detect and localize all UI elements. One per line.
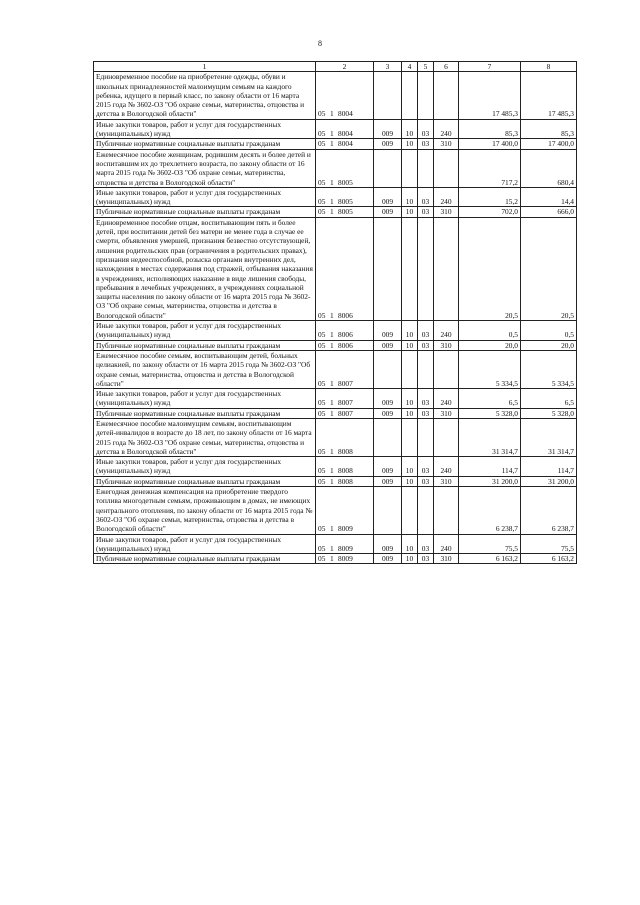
- target-article-code: [316, 476, 374, 486]
- row-name: Иные закупки товаров, работ и услуг для государственных (муниципальных) нужд: [94, 119, 316, 139]
- table-row: [94, 554, 577, 564]
- row-name: Публичные нормативные социальные выплаты гражданам: [94, 340, 316, 350]
- grbs-code: [374, 149, 402, 187]
- row-name: Публичные нормативные социальные выплаты гражданам: [94, 476, 316, 486]
- table-row: [94, 534, 577, 554]
- amount-year-2: 85,3: [521, 119, 577, 139]
- target-article-code: [316, 534, 374, 554]
- amount-year-1: 85,3: [459, 119, 521, 139]
- amount-year-1: 20,0: [459, 340, 521, 350]
- row-name: Иные закупки товаров, работ и услуг для государственных (муниципальных) нужд: [94, 389, 316, 409]
- code-part-direction: 8009: [338, 554, 353, 564]
- target-article-code: [316, 487, 374, 534]
- amount-year-2: 31 200,0: [521, 476, 577, 486]
- grbs-code: [374, 217, 402, 320]
- amount-year-1: 6 163,2: [459, 554, 521, 564]
- table-row: [94, 207, 577, 217]
- table-row: [94, 408, 577, 418]
- expense-type-code: 240: [434, 119, 459, 139]
- subsection-code: [418, 217, 434, 320]
- expense-type-code: [434, 217, 459, 320]
- header-cell: 5: [418, 62, 434, 72]
- grbs-code: 009: [374, 340, 402, 350]
- subsection-code: 03: [418, 340, 434, 350]
- grbs-code: [374, 350, 402, 388]
- target-article-code: [316, 457, 374, 477]
- amount-year-2: 20,0: [521, 340, 577, 350]
- row-name: Иные закупки товаров, работ и услуг для государственных (муниципальных) нужд: [94, 534, 316, 554]
- amount-year-1: 6 238,7: [459, 487, 521, 534]
- target-article-code: [316, 389, 374, 409]
- code-part-program: 05: [318, 177, 326, 187]
- expense-type-code: 310: [434, 139, 459, 149]
- code-part-direction: 8005: [338, 197, 353, 207]
- target-article-code: [316, 340, 374, 350]
- code-part-direction: 8005: [338, 177, 353, 187]
- code-part-direction: 8004: [338, 109, 353, 119]
- amount-year-2: 17 400,0: [521, 139, 577, 149]
- header-cell: 1: [94, 62, 316, 72]
- budget-table: [93, 61, 577, 564]
- subsection-code: [418, 418, 434, 456]
- code-part-subprogram: 1: [330, 524, 334, 534]
- subsection-code: [418, 72, 434, 119]
- header-cell: 6: [434, 62, 459, 72]
- target-article-code: [316, 207, 374, 217]
- row-name: Публичные нормативные социальные выплаты гражданам: [94, 408, 316, 418]
- header-row: [94, 62, 577, 72]
- section-code: 10: [402, 321, 418, 341]
- target-article-code: [316, 139, 374, 149]
- amount-year-2: 6 238,7: [521, 487, 577, 534]
- subsection-code: 03: [418, 457, 434, 477]
- amount-year-2: 666,0: [521, 207, 577, 217]
- subsection-code: 03: [418, 207, 434, 217]
- grbs-code: 009: [374, 389, 402, 409]
- subsection-code: 03: [418, 534, 434, 554]
- row-name: Единовременное пособие отцам, воспитывающим пять и более детей, при воспитании детей без матери не менее года в случае ее смерти, объявления умершей, признания безвестно отсутствующей, лишения родительских прав (ограничения в родительских правах), признания недееспособной, розыска органами внутренних дел, нахождения в местах содержания под стражей, отбывания наказания в учреждениях, исполняющих наказание в виде лишения свободы, пребывания в лечебных учреждениях, в учреждениях социальной защиты населения по закону области от 16 марта 2015 года № 3602-ОЗ "Об охране семьи, материнства, отцовства и детства в Вологодской области": [94, 217, 316, 320]
- code-part-direction: 8006: [338, 330, 353, 340]
- row-name: Иные закупки товаров, работ и услуг для государственных (муниципальных) нужд: [94, 187, 316, 207]
- code-part-direction: 8009: [338, 524, 353, 534]
- table-row: [94, 457, 577, 477]
- code-part-program: 05: [318, 109, 326, 119]
- row-name: Ежегодная денежная компенсация на приобретение твердого топлива многодетным семьям, проживающим в домах, не имеющих центрального отопления, по закону области от 16 марта 2015 года № 3602-ОЗ "Об охране семьи, материнства, отцовства и детства в Вологодской области": [94, 487, 316, 534]
- row-name: Ежемесячное пособие малоимущим семьям, воспитывающим детей-инвалидов в возрасте до 18 лет, по закону области от 16 марта 2015 года № 3602-ОЗ "Об охране семьи, материнства, отцовства и детства в Вологодской области": [94, 418, 316, 456]
- row-name: Ежемесячное пособие семьям, воспитывающим детей, больных целиакией, по закону области от 16 марта 2015 года № 3602-ОЗ "Об охране семьи, материнства, отцовства и детства в Вологодской области": [94, 350, 316, 388]
- amount-year-1: 0,5: [459, 321, 521, 341]
- table-row: [94, 340, 577, 350]
- amount-year-2: 6 163,2: [521, 554, 577, 564]
- expense-type-code: 310: [434, 207, 459, 217]
- row-name: Единовременное пособие на приобретение одежды, обуви и школьных принадлежностей малоимущим семьям на каждого ребенка, идущего в первый класс, по закону области от 16 марта 2015 года № 3602-ОЗ "Об охране семьи, материнства, отцовства и детства в Вологодской области": [94, 72, 316, 119]
- code-part-program: 05: [318, 466, 326, 476]
- code-part-program: 05: [318, 330, 326, 340]
- subsection-code: 03: [418, 119, 434, 139]
- code-part-direction: 8007: [338, 398, 353, 408]
- grbs-code: 009: [374, 119, 402, 139]
- subsection-code: 03: [418, 389, 434, 409]
- expense-type-code: 310: [434, 476, 459, 486]
- target-article-code: [316, 408, 374, 418]
- code-part-direction: 8004: [338, 129, 353, 139]
- code-part-program: 05: [318, 340, 326, 350]
- code-part-program: 05: [318, 398, 326, 408]
- row-name: Публичные нормативные социальные выплаты гражданам: [94, 139, 316, 149]
- subsection-code: [418, 149, 434, 187]
- code-part-program: 05: [318, 129, 326, 139]
- target-article-code: [316, 149, 374, 187]
- code-part-subprogram: 1: [330, 408, 334, 418]
- amount-year-1: 114,7: [459, 457, 521, 477]
- code-part-program: 05: [318, 207, 326, 217]
- table-row: [94, 389, 577, 409]
- section-code: 10: [402, 476, 418, 486]
- table-row: [94, 418, 577, 456]
- amount-year-2: 0,5: [521, 321, 577, 341]
- target-article-code: [316, 418, 374, 456]
- grbs-code: 009: [374, 554, 402, 564]
- amount-year-2: 114,7: [521, 457, 577, 477]
- table-row: [94, 187, 577, 207]
- section-code: 10: [402, 554, 418, 564]
- section-code: [402, 418, 418, 456]
- target-article-code: [316, 187, 374, 207]
- amount-year-1: 717,2: [459, 149, 521, 187]
- row-name: Иные закупки товаров, работ и услуг для государственных (муниципальных) нужд: [94, 321, 316, 341]
- code-part-subprogram: 1: [330, 543, 334, 553]
- code-part-program: 05: [318, 139, 326, 149]
- grbs-code: 009: [374, 534, 402, 554]
- header-cell: 7: [459, 62, 521, 72]
- amount-year-2: 5 334,5: [521, 350, 577, 388]
- grbs-code: [374, 418, 402, 456]
- code-part-direction: 8005: [338, 207, 353, 217]
- expense-type-code: 240: [434, 187, 459, 207]
- section-code: 10: [402, 408, 418, 418]
- target-article-code: [316, 554, 374, 564]
- grbs-code: 009: [374, 408, 402, 418]
- table-row: [94, 72, 577, 119]
- amount-year-2: 6,5: [521, 389, 577, 409]
- amount-year-2: 5 328,0: [521, 408, 577, 418]
- section-code: 10: [402, 139, 418, 149]
- amount-year-1: 702,0: [459, 207, 521, 217]
- expense-type-code: 240: [434, 457, 459, 477]
- section-code: [402, 149, 418, 187]
- expense-type-code: 310: [434, 340, 459, 350]
- code-part-subprogram: 1: [330, 554, 334, 564]
- grbs-code: 009: [374, 321, 402, 341]
- code-part-direction: 8008: [338, 466, 353, 476]
- grbs-code: 009: [374, 207, 402, 217]
- code-part-program: 05: [318, 310, 326, 320]
- table-row: [94, 149, 577, 187]
- subsection-code: 03: [418, 321, 434, 341]
- subsection-code: 03: [418, 139, 434, 149]
- amount-year-1: 31 314,7: [459, 418, 521, 456]
- amount-year-2: 680,4: [521, 149, 577, 187]
- code-part-subprogram: 1: [330, 129, 334, 139]
- target-article-code: [316, 217, 374, 320]
- grbs-code: [374, 487, 402, 534]
- table-row: [94, 119, 577, 139]
- header-cell: 3: [374, 62, 402, 72]
- row-name: Иные закупки товаров, работ и услуг для государственных (муниципальных) нужд: [94, 457, 316, 477]
- code-part-program: 05: [318, 408, 326, 418]
- code-part-program: 05: [318, 476, 326, 486]
- code-part-direction: 8006: [338, 310, 353, 320]
- section-code: 10: [402, 457, 418, 477]
- subsection-code: 03: [418, 554, 434, 564]
- expense-type-code: [434, 418, 459, 456]
- amount-year-1: 5 334,5: [459, 350, 521, 388]
- amount-year-1: 17 485,3: [459, 72, 521, 119]
- page-number: 8: [318, 39, 322, 48]
- code-part-direction: 8006: [338, 340, 353, 350]
- subsection-code: 03: [418, 476, 434, 486]
- code-part-direction: 8008: [338, 446, 353, 456]
- expense-type-code: 240: [434, 389, 459, 409]
- code-part-subprogram: 1: [330, 139, 334, 149]
- header-cell: 4: [402, 62, 418, 72]
- section-code: 10: [402, 340, 418, 350]
- grbs-code: 009: [374, 457, 402, 477]
- header-cell: 8: [521, 62, 577, 72]
- table-row: [94, 321, 577, 341]
- expense-type-code: [434, 350, 459, 388]
- code-part-subprogram: 1: [330, 476, 334, 486]
- code-part-program: 05: [318, 446, 326, 456]
- code-part-subprogram: 1: [330, 310, 334, 320]
- amount-year-2: 20,5: [521, 217, 577, 320]
- grbs-code: [374, 72, 402, 119]
- code-part-subprogram: 1: [330, 378, 334, 388]
- code-part-subprogram: 1: [330, 177, 334, 187]
- code-part-subprogram: 1: [330, 340, 334, 350]
- section-code: 10: [402, 534, 418, 554]
- amount-year-2: 75,5: [521, 534, 577, 554]
- section-code: 10: [402, 207, 418, 217]
- amount-year-2: 14,4: [521, 187, 577, 207]
- code-part-program: 05: [318, 378, 326, 388]
- code-part-direction: 8004: [338, 139, 353, 149]
- amount-year-1: 15,2: [459, 187, 521, 207]
- grbs-code: 009: [374, 187, 402, 207]
- target-article-code: [316, 72, 374, 119]
- code-part-subprogram: 1: [330, 109, 334, 119]
- code-part-direction: 8007: [338, 408, 353, 418]
- code-part-subprogram: 1: [330, 446, 334, 456]
- section-code: 10: [402, 119, 418, 139]
- subsection-code: [418, 350, 434, 388]
- code-part-subprogram: 1: [330, 466, 334, 476]
- target-article-code: [316, 321, 374, 341]
- section-code: [402, 487, 418, 534]
- expense-type-code: 310: [434, 554, 459, 564]
- section-code: [402, 217, 418, 320]
- amount-year-1: 31 200,0: [459, 476, 521, 486]
- expense-type-code: 310: [434, 408, 459, 418]
- target-article-code: [316, 119, 374, 139]
- grbs-code: 009: [374, 139, 402, 149]
- code-part-subprogram: 1: [330, 398, 334, 408]
- expense-type-code: 240: [434, 321, 459, 341]
- amount-year-1: 17 400,0: [459, 139, 521, 149]
- section-code: 10: [402, 187, 418, 207]
- amount-year-1: 6,5: [459, 389, 521, 409]
- code-part-subprogram: 1: [330, 207, 334, 217]
- code-part-direction: 8009: [338, 543, 353, 553]
- row-name: Публичные нормативные социальные выплаты гражданам: [94, 554, 316, 564]
- amount-year-2: 31 314,7: [521, 418, 577, 456]
- expense-type-code: [434, 487, 459, 534]
- subsection-code: [418, 487, 434, 534]
- table-row: [94, 139, 577, 149]
- expense-type-code: [434, 72, 459, 119]
- row-name: Ежемесячное пособие женщинам, родившим десять и более детей и воспитавшим их до трехлетнего возраста, по закону области от 16 марта 2015 года № 3602-ОЗ "Об охране семьи, материнства, отцовства и детства в Вологодской области": [94, 149, 316, 187]
- code-part-program: 05: [318, 197, 326, 207]
- expense-type-code: 240: [434, 534, 459, 554]
- code-part-program: 05: [318, 524, 326, 534]
- section-code: 10: [402, 389, 418, 409]
- table-row: [94, 476, 577, 486]
- row-name: Публичные нормативные социальные выплаты гражданам: [94, 207, 316, 217]
- grbs-code: 009: [374, 476, 402, 486]
- code-part-program: 05: [318, 543, 326, 553]
- target-article-code: [316, 350, 374, 388]
- table-row: [94, 217, 577, 320]
- section-code: [402, 72, 418, 119]
- table-body: [94, 72, 577, 564]
- header-cell: 2: [316, 62, 374, 72]
- amount-year-2: 17 485,3: [521, 72, 577, 119]
- expense-type-code: [434, 149, 459, 187]
- code-part-direction: 8007: [338, 378, 353, 388]
- code-part-subprogram: 1: [330, 197, 334, 207]
- code-part-subprogram: 1: [330, 330, 334, 340]
- table-row: [94, 487, 577, 534]
- amount-year-1: 75,5: [459, 534, 521, 554]
- table-row: [94, 350, 577, 388]
- amount-year-1: 5 328,0: [459, 408, 521, 418]
- amount-year-1: 20,5: [459, 217, 521, 320]
- subsection-code: 03: [418, 187, 434, 207]
- subsection-code: 03: [418, 408, 434, 418]
- section-code: [402, 350, 418, 388]
- code-part-direction: 8008: [338, 476, 353, 486]
- code-part-program: 05: [318, 554, 326, 564]
